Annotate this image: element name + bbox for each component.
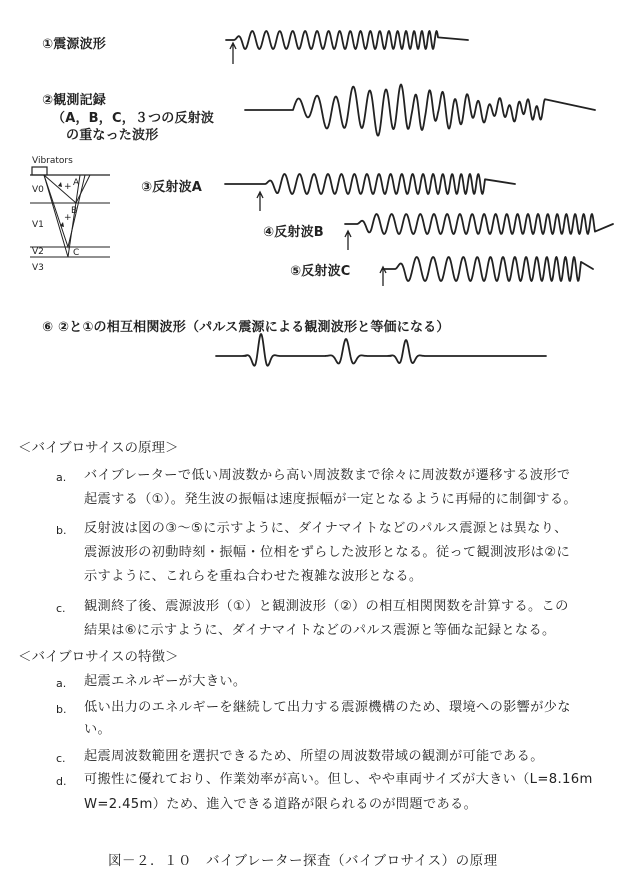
layer-v0-label: V0: [32, 185, 44, 195]
feature-d-line1: 可搬性に優れており、作業効率が高い。但し、やや車両サイズが大きい（L=8.16m: [84, 772, 593, 787]
onset-arrow-icon: [229, 42, 237, 64]
feature-c-letter: c.: [56, 752, 66, 765]
plus-marker: +: [64, 213, 72, 223]
observed-waveform: [245, 80, 595, 136]
label-observed-record: ②観測記録: [42, 93, 107, 108]
principle-c-letter: c.: [56, 602, 66, 615]
label-cross-correlation: ⑥ ②と①の相互相関波形（パルス震源による観測波形と等価になる）: [42, 320, 450, 335]
feature-c-line1: 起震周波数範囲を選択できるため、所望の周波数帯域の観測が可能である。: [84, 749, 544, 764]
feature-d-letter: d.: [56, 775, 67, 788]
label-reflection-c: ⑤反射波C: [290, 264, 351, 279]
feature-a-line1: 起震エネルギーが大きい。: [84, 674, 247, 689]
principle-b-line3: 示すように、これらを重ね合わせた複雑な波形となる。: [84, 569, 423, 584]
layer-diagram: [30, 156, 110, 276]
principle-b-letter: b.: [56, 524, 67, 537]
principle-c-line1: 観測終了後、震源波形（①）と観測波形（②）の相互相関関数を計算する。この: [84, 599, 569, 614]
plus-marker: +: [64, 182, 72, 192]
onset-arrow-icon: [379, 266, 387, 286]
principle-b-line1: 反射波は図の③～⑤に示すように、ダイナマイトなどのパルス震源とは異なり、: [84, 521, 568, 536]
onset-arrow-icon: [256, 191, 264, 211]
layer-v1-label: V1: [32, 220, 44, 230]
reflection-b-waveform: [345, 210, 615, 236]
point-b-label: B: [71, 206, 78, 216]
reflection-a-waveform: [225, 170, 520, 196]
principle-heading: ＜バイブロサイスの原理＞: [18, 440, 179, 456]
figure-caption: 図－２．１０ バイブレーター探査（バイブロサイス）の原理: [108, 853, 498, 869]
point-a-label: A: [73, 178, 80, 188]
layer-v2-label: V2: [32, 247, 44, 257]
label-observed-record-line3: の重なった波形: [66, 128, 159, 143]
feature-b-line2: い。: [84, 722, 112, 737]
source-waveform: [226, 26, 471, 54]
layer-v3-label: V3: [32, 263, 44, 273]
vibrators-label: Vibrators: [32, 156, 73, 166]
cross-correlation-waveform: [216, 330, 546, 380]
principle-a-line2: 起震する（①）。発生波の振幅は速度振幅が一定となるように再帰的に制御する。: [84, 492, 577, 507]
point-c-label: C: [73, 248, 80, 258]
feature-d-line2: W=2.45m）ため、進入できる道路が限られるのが問題である。: [84, 797, 478, 812]
features-heading: ＜バイブロサイスの特徴＞: [18, 649, 179, 665]
feature-a-letter: a.: [56, 677, 67, 690]
label-reflection-a: ③反射波A: [141, 180, 203, 195]
principle-a-letter: a.: [56, 471, 67, 484]
feature-b-line1: 低い出力のエネルギーを継続して出力する震源機構のため、環境への影響が少な: [84, 700, 571, 715]
onset-arrow-icon: [344, 230, 352, 250]
label-observed-record-line2: （A，B，C，３つの反射波: [52, 111, 215, 126]
ray-arrow-icon: [58, 182, 62, 187]
principle-a-line1: バイブレーターで低い周波数から高い周波数まで徐々に周波数が遷移する波形で: [84, 468, 571, 483]
reflection-c-waveform: [383, 252, 598, 284]
vibrator-box-icon: [32, 167, 47, 175]
label-source-waveform: ①震源波形: [42, 37, 107, 52]
label-reflection-b: ④反射波B: [263, 225, 324, 240]
principle-b-line2: 震源波形の初動時刻・振幅・位相をずらした波形となる。従って観測波形は②に: [84, 545, 570, 560]
principle-c-line2: 結果は⑥に示すように、ダイナマイトなどのパルス震源と等価な記録となる。: [84, 623, 556, 638]
feature-b-letter: b.: [56, 703, 67, 716]
